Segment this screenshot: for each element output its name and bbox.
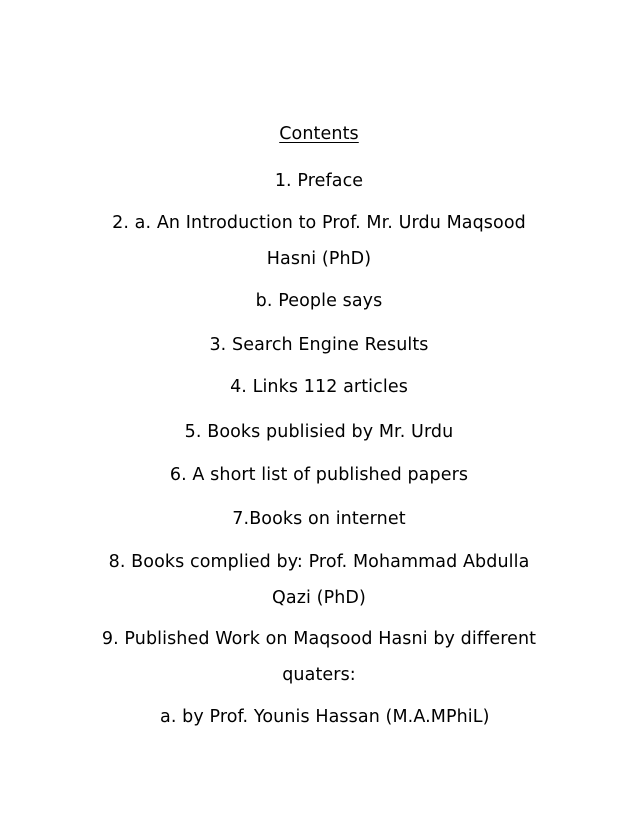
toc-entry-books-published: 5. Books publisied by Mr. Urdu — [184, 422, 454, 442]
toc-entry-published-papers: 6. A short list of published papers — [169, 465, 469, 485]
toc-entry-books-on-internet: 7.Books on internet — [232, 509, 406, 529]
toc-entry-people-says: b. People says — [255, 291, 383, 311]
toc-entry-published-work: 9. Published Work on Maqsood Hasni by different — [101, 629, 537, 649]
contents-title: Contents — [279, 124, 359, 144]
toc-subentry-younis-hassan: a. by Prof. Younis Hassan (M.A.MPhiL) — [160, 707, 490, 727]
toc-entry-books-compiled-continued: Qazi (PhD) — [272, 588, 366, 608]
toc-entry-preface: 1. Preface — [274, 171, 364, 191]
toc-entry-introduction-continued: Hasni (PhD) — [266, 249, 372, 269]
toc-entry-books-compiled: 8. Books complied by: Prof. Mohammad Abdulla — [108, 552, 530, 572]
toc-entry-introduction: 2. a. An Introduction to Prof. Mr. Urdu Maqsood — [112, 213, 526, 233]
toc-entry-search-engine-results: 3. Search Engine Results — [209, 335, 429, 355]
toc-entry-links: 4. Links 112 articles — [230, 377, 408, 397]
toc-entry-published-work-continued: quaters: — [282, 665, 356, 685]
